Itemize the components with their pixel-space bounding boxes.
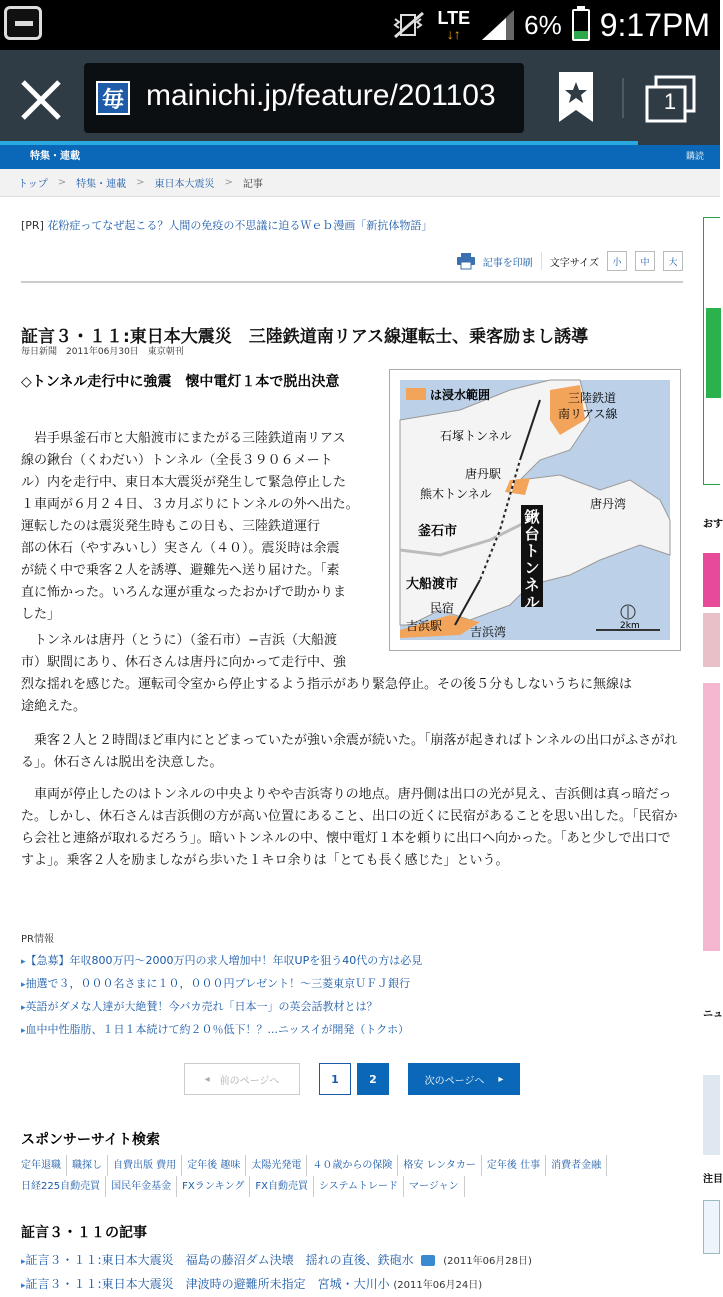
- pr-info-item[interactable]: ▸ 【急募】年収800万円〜2000万円の求人増加中！年収UPを狙う40代の方は必見: [21, 950, 581, 973]
- related-article-item[interactable]: [21, 1249, 683, 1273]
- map-label-ofunato: 大船渡市: [406, 577, 459, 592]
- text-line: 岩手県釜石市と大船渡市にまたがる三陸鉄道南リアス: [34, 431, 346, 446]
- page-2-button[interactable]: 2: [357, 1063, 389, 1095]
- legend-swatch: [406, 388, 426, 400]
- map-graphic: [400, 380, 670, 640]
- page-1-button[interactable]: 1: [319, 1063, 351, 1095]
- text-line: トンネルは唐丹（とうに）（釜石市）−吉浜（大船渡: [34, 633, 338, 648]
- pr-link[interactable]: 花粉症ってなぜ起こる？人間の免疫の不思議に迫るＷｅｂ漫画「新抗体物語」: [47, 219, 433, 232]
- breadcrumb-separator: >: [57, 177, 67, 188]
- sponsor-link[interactable]: 消費者金融: [551, 1155, 607, 1176]
- sidebar-thumbnail[interactable]: [703, 553, 720, 607]
- status-bar: [0, 0, 720, 50]
- clock: 9:17PM: [599, 6, 710, 43]
- sidebar-heading: 注目: [703, 1174, 723, 1185]
- site-nav-bar: [0, 145, 720, 169]
- sidebar-ad-box[interactable]: [703, 217, 720, 485]
- related-article-date: (2011年06月24日): [393, 1280, 483, 1291]
- sponsor-link[interactable]: 定年退職: [21, 1155, 67, 1176]
- sidebar-heading: おす: [703, 519, 723, 530]
- sponsor-link[interactable]: 太陽光発電: [251, 1155, 307, 1176]
- article-map: [389, 369, 681, 651]
- breadcrumb: [0, 169, 720, 197]
- article-paragraph-2: [21, 630, 683, 718]
- scale-label: 2km: [620, 621, 640, 631]
- close-icon[interactable]: [18, 77, 64, 123]
- related-articles-list: [21, 1249, 683, 1297]
- font-size-small-button[interactable]: 小: [607, 251, 627, 271]
- camera-icon: [421, 1255, 435, 1266]
- sponsor-search-title: スポンサーサイト検索: [21, 1132, 161, 1148]
- right-sidebar: [703, 215, 723, 1280]
- signal-icon: [480, 10, 514, 40]
- font-size-medium-button[interactable]: 中: [635, 251, 655, 271]
- sponsor-link[interactable]: FX自動売買: [255, 1176, 314, 1197]
- font-size-label: 文字サイズ: [549, 257, 599, 269]
- chevron-left-icon: ◂: [204, 1073, 210, 1085]
- map-label-yoshihama-station: 吉浜駅: [406, 619, 443, 633]
- network-type: LTE: [437, 8, 471, 28]
- text-line: 線の鍬台（くわだい）トンネル（全長３９０６メート: [21, 453, 333, 468]
- site-favicon: 毎: [96, 81, 130, 115]
- network-indicator: [437, 9, 470, 41]
- related-article-date: (2011年06月28日): [443, 1256, 532, 1267]
- sidebar-thumbnail[interactable]: [703, 613, 720, 667]
- sponsor-link[interactable]: マージャン: [409, 1176, 465, 1197]
- paragraph-text: 車両が停止したのはトンネルの中央よりやや吉浜寄りの地点。唐丹側は出口の光が見え、吉浜側は真っ暗だった。しかし、休石さんは吉浜側の方が高い位置にあること、出口の近くに民宿があることを思い出した。「民宿から会社と連絡が取れるだろう」。暗いトンネルの中、懐中電灯１本を頼りに出口へ向かった。「あと少しで出口ですよ」。乗客２人を励ましながら歩いた１キロ余りは「とても長く感じた」という。: [21, 787, 678, 868]
- next-page-label: 次のページへ: [424, 1075, 485, 1087]
- pr-tag: [PR]: [21, 219, 44, 232]
- nav-subscribe-link[interactable]: 購読: [685, 152, 704, 162]
- prev-page-button[interactable]: [184, 1063, 300, 1095]
- sidebar-heading: ニュ: [703, 1009, 723, 1020]
- sponsor-link[interactable]: 日経225自動売買: [21, 1176, 106, 1197]
- map-label-toni-bay: 唐丹湾: [590, 497, 627, 511]
- text-line: 市）駅間にあり、休石さんは唐丹に向かって走行中、強: [21, 655, 347, 670]
- battery-charging-icon: [572, 9, 590, 41]
- sponsor-link[interactable]: 格安 レンタカー: [403, 1155, 482, 1176]
- tools-divider: [541, 252, 542, 270]
- related-article-item[interactable]: [21, 1273, 683, 1297]
- pr-info-title: PR情報: [21, 934, 54, 945]
- article-tools: [457, 249, 683, 273]
- legend-label: は浸水範囲: [430, 388, 491, 402]
- mute-vibrate-icon: [391, 11, 427, 39]
- text-line: が続く中で乗客２人を誘導、避難先へ送り届けた。「素: [21, 563, 340, 578]
- sidebar-ad-pink[interactable]: [703, 683, 720, 951]
- pr-info-item[interactable]: ▸ 抽選で３，０００名さまに１０，０００円プレゼント！〜三菱東京ＵＦＪ銀行: [21, 973, 581, 996]
- sponsor-link[interactable]: ４０歳からの保険: [312, 1155, 398, 1176]
- related-articles-title: 証言３・１１の記事: [21, 1225, 147, 1241]
- article-paragraph-4: [21, 784, 683, 872]
- text-line: 部の休石（やすみいし）実さん（４０）。震災時は余震: [21, 541, 340, 556]
- sponsor-link[interactable]: FXランキング: [182, 1176, 250, 1197]
- article-paragraph-3: [21, 730, 683, 774]
- breadcrumb-separator: >: [224, 177, 233, 188]
- prev-page-label: 前のページへ: [219, 1075, 280, 1087]
- divider: [21, 281, 683, 283]
- related-article-link[interactable]: ▸ 証言３・１１:東日本大震災 津波時の避難所未指定 宮城・大川小: [21, 1277, 390, 1291]
- text-line: 直に怖かった。いろんな運が重なったおかげで助かりま: [21, 585, 347, 600]
- tab-count: 1: [663, 89, 677, 114]
- map-label-kumaki: 熊木トンネル: [420, 487, 492, 501]
- text-line: 運転したのは震災発生時もこの日も、三陸鉄道運行: [21, 519, 321, 534]
- map-label-toni-station: 唐丹駅: [465, 467, 502, 481]
- sponsor-link[interactable]: システムトレード: [319, 1176, 404, 1197]
- paragraph-text: 乗客２人と２時間ほど車内にとどまっていたが強い余震が続いた。「崩落が起きればトンネルの出口がふさがれる」。休石さんは脱出を決意した。: [21, 733, 678, 770]
- pr-info-item[interactable]: ▸ 英語がダメな人達が大絶賛！今バカ売れ「日本一」の英会話教材とは？: [21, 996, 581, 1019]
- breadcrumb-feature[interactable]: 特集・連載: [76, 179, 127, 190]
- battery-percent: 6%: [524, 9, 562, 40]
- tunnel-label: 鍬台トンネル: [524, 508, 540, 611]
- print-icon[interactable]: [457, 253, 475, 269]
- browser-toolbar: [0, 50, 720, 145]
- sidebar-ad-blue[interactable]: [703, 1075, 720, 1155]
- pr-info-list: [21, 950, 581, 1042]
- sponsor-link[interactable]: 職探し: [72, 1155, 108, 1176]
- rail-line-label: 三陸鉄道: [568, 391, 617, 405]
- pr-info-item[interactable]: ▸ 血中中性脂肪、１日１本続けて約２０％低下！？...ニッスイが開発（トクホ）: [21, 1019, 581, 1042]
- article-byline: 毎日新聞 2011年06月30日 東京朝刊: [21, 347, 184, 357]
- text-line: した」: [21, 607, 61, 622]
- data-activity-icon: ↓↑: [446, 26, 461, 42]
- breadcrumb-current: 記事: [242, 179, 263, 190]
- sponsor-link[interactable]: 自費出版 費用: [113, 1155, 182, 1176]
- text-line: 途絶えた。: [21, 699, 87, 714]
- text-line: ル）内を走行中、東日本大震災が発生して緊急停止した: [21, 475, 347, 490]
- map-label-yoshihama-bay: 吉浜湾: [470, 625, 507, 639]
- sidebar-thumbnail[interactable]: [703, 1200, 720, 1254]
- rail-line-label: 南リアス線: [558, 407, 618, 421]
- pagination: [184, 1063, 524, 1095]
- font-size-large-button[interactable]: 大: [663, 251, 683, 271]
- sidebar-ad-green: [706, 308, 721, 398]
- map-label-minshuku: 民宿: [430, 601, 455, 615]
- bookmark-icon[interactable]: [557, 70, 595, 124]
- map-label-kamaishi: 釜石市: [418, 524, 458, 539]
- next-page-button[interactable]: [408, 1063, 520, 1095]
- nav-feature-link[interactable]: 特集・連載: [30, 151, 80, 162]
- sponsor-link[interactable]: 国民年金基金: [111, 1176, 177, 1197]
- notification-icon[interactable]: [4, 6, 42, 40]
- chevron-right-icon: ▸: [498, 1073, 504, 1085]
- text-line: 烈な揺れを感じた。運転司令室から停止するよう指示があり緊急停止。その後５分もしないうちに無線は: [21, 677, 633, 692]
- breadcrumb-earthquake[interactable]: 東日本大震災: [154, 179, 215, 190]
- breadcrumb-top[interactable]: トップ: [18, 179, 48, 190]
- article-subhead: ◇トンネル走行中に強震 懐中電灯１本で脱出決意: [21, 374, 340, 390]
- print-link[interactable]: 記事を印刷: [482, 257, 533, 269]
- toolbar-divider: [622, 78, 624, 118]
- map-label-ishizuka: 石塚トンネル: [440, 429, 512, 443]
- pr-banner[interactable]: [21, 217, 432, 233]
- sponsor-links: [21, 1155, 621, 1197]
- related-article-link[interactable]: ▸ 証言３・１１:東日本大震災 福島の藤沼ダム決壊 揺れの直後、鉄砲水: [21, 1253, 414, 1267]
- text-line: １車両が６月２４日、３カ月ぶりにトンネルの外へ出た。: [21, 497, 359, 512]
- url-text[interactable]: mainichi.jp/feature/201103: [146, 79, 496, 112]
- article-paragraph-1: [21, 428, 371, 626]
- article-headline: 証言３・１１:東日本大震災 三陸鉄道南リアス線運転士、乗客励まし誘導: [21, 327, 589, 347]
- tabs-button[interactable]: [642, 74, 698, 124]
- url-field[interactable]: [84, 63, 524, 133]
- sponsor-link[interactable]: 定年後 仕事: [487, 1155, 546, 1176]
- breadcrumb-separator: >: [136, 177, 145, 188]
- sponsor-link[interactable]: 定年後 趣味: [187, 1155, 246, 1176]
